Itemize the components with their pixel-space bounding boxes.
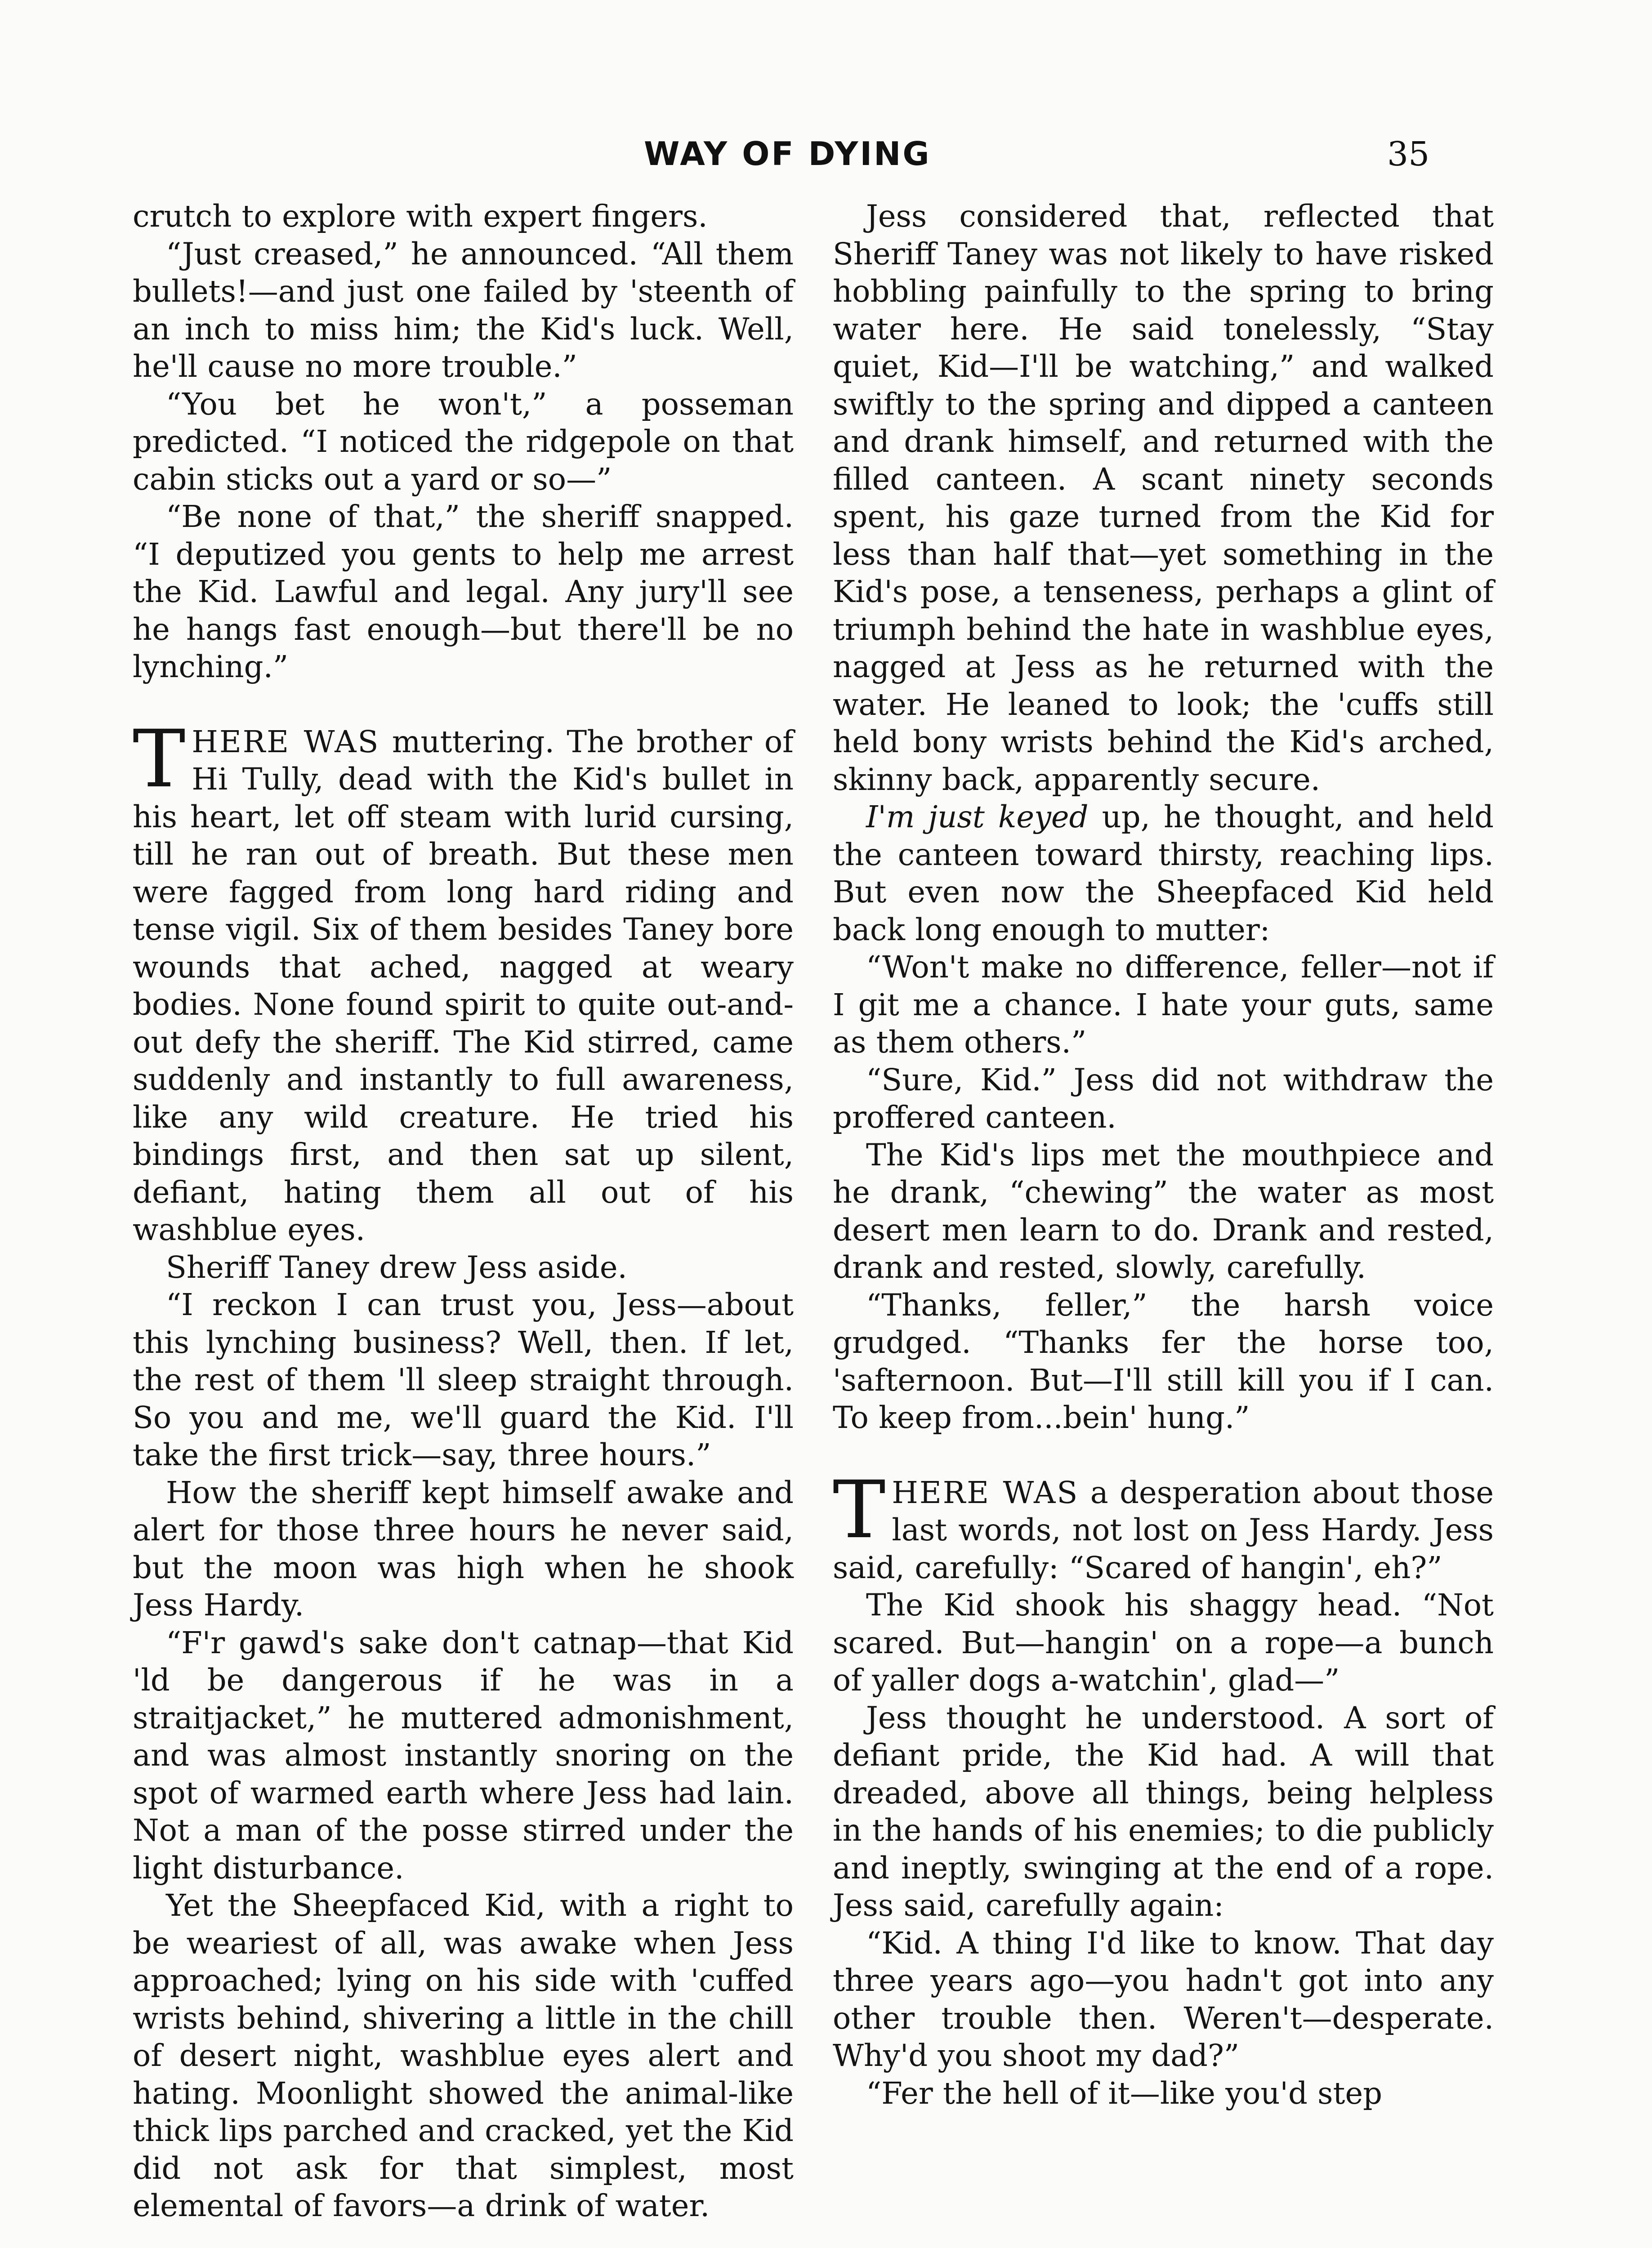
running-title: WAY OF DYING — [644, 135, 931, 173]
paragraph — [833, 798, 1494, 949]
paragraph: The Kid shook his shaggy head. “Not scared. But—hangin' on a rope—a bunch of yaller dogs a-watchin', glad—” — [833, 1588, 1494, 1698]
section-opening-paragraph — [133, 713, 794, 1249]
section-lead-caps: HERE WAS — [192, 724, 380, 759]
paragraph: “Just creased,” he announced. “All them bullets!—and just one failed by 'steenth of an inch to miss him; the Kid's luck. Well, he'll cause no more trouble.” — [133, 236, 794, 384]
section-text: a desperation about those last words, not lost on Jess Hardy. Jess said, carefully: “Scared of hangin', eh?” — [833, 1475, 1494, 1585]
italic-thought: I'm just keyed — [866, 799, 1089, 834]
paragraph: “You bet he won't,” a posseman predicted. “I noticed the ridgepole on that cabin sticks out a yard or so—” — [133, 386, 794, 497]
paragraph: “I reckon I can trust you, Jess—about this lynching business? Well, then. If let, the rest of them 'll sleep straight through. So you and me, we'll guard the Kid. I'll take the first trick—say, three hours.” — [133, 1287, 794, 1472]
paragraph: The Kid's lips met the mouthpiece and he drank, “chewing” the water as most desert men learn to do. Drank and rested, drank and rested, slowly, carefully. — [833, 1137, 1494, 1285]
paragraph: Jess thought he understood. A sort of defiant pride, the Kid had. A will that dreaded, above all things, being helpless in the hands of his enemies; to die publicly and ineptly, swinging at the end of a rope. Jess said, carefully again: — [833, 1700, 1494, 1923]
paragraph: “Won't make no difference, feller—not if I git me a chance. I hate your guts, same as them others.” — [833, 950, 1494, 1060]
drop-cap: T — [833, 1463, 886, 1556]
paragraph: Yet the Sheepfaced Kid, with a right to be weariest of all, was awake when Jess approached; lying on his side with 'cuffed wrists behind, shivering a little in the chill of desert night, washblue eyes alert and hating. Moonlight showed the animal-like thick lips parched and cracked, yet the Kid did not ask for that simplest, most elemental of favors—a drink of water. — [133, 1888, 794, 2223]
section-lead-caps: HERE WAS — [892, 1475, 1079, 1510]
right-column — [833, 198, 1494, 2112]
paragraph: “F'r gawd's sake don't catnap—that Kid 'ld be dangerous if he was in a straitjacket,” he muttered admonishment, and was almost instantly snoring on the spot of warmed earth where Jess had lain. Not a man of the posse stirred under the light disturbance. — [133, 1625, 794, 1886]
paragraph-text: up, he thought, and held the canteen toward thirsty, reaching lips. But even now the Sheepfaced Kid held back long enough to mutter: — [833, 799, 1494, 947]
paragraph: “Thanks, feller,” the harsh voice grudged. “Thanks fer the horse too, 'safternoon. But—I'll still kill you if I can. To keep from...bein' hung.” — [833, 1287, 1494, 1435]
page-header — [0, 135, 1652, 193]
left-column — [133, 198, 794, 2225]
paragraph: “Sure, Kid.” Jess did not withdraw the proffered canteen. — [833, 1062, 1494, 1135]
paragraph: Jess considered that, reflected that Sheriff Taney was not likely to have risked hobbling painfully to the spring to bring water here. He said tonelessly, “Stay quiet, Kid—I'll be watching,” and walked swiftly to the spring and dipped a canteen and drank himself, and returned with the filled canteen. A scant ninety seconds spent, his gaze turned from the Kid for less than half that—yet something in the Kid's pose, a tenseness, perhaps a glint of triumph behind the hate in washblue eyes, nagged at Jess as he returned with the water. He leaned to look; the 'cuffs still held bony wrists behind the Kid's arched, skinny back, apparently secure. — [833, 199, 1494, 797]
drop-cap: T — [133, 713, 186, 805]
page-number: 35 — [1387, 135, 1430, 174]
paragraph: Sheriff Taney drew Jess aside. — [166, 1249, 627, 1285]
paragraph: How the sheriff kept himself awake and alert for those three hours he never said, but the moon was high when he shook Jess Hardy. — [133, 1475, 794, 1623]
section-text: muttering. The brother of Hi Tully, dead with the Kid's bullet in his heart, let off steam with lurid cursing, till he ran out of breath. But these men were fagged from long hard riding and tense vigil. Six of them besides Taney bore wounds that ached, nagged at weary bodies. None found spirit to quite out-and-out defy the sheriff. The Kid stirred, came suddenly and instantly to full awareness, like any wild creature. He tried his bindings first, and then sat up silent, defiant, hating them all out of his washblue eyes. — [133, 724, 794, 1247]
paragraph: crutch to explore with expert fingers. — [133, 199, 708, 234]
section-opening-paragraph — [833, 1463, 1494, 1587]
paragraph: “Be none of that,” the sheriff snapped. “I deputized you gents to help me arrest the Kid. Lawful and legal. Any jury'll see he hangs fast enough—but there'll be no lynching.” — [133, 499, 794, 684]
paragraph: “Kid. A thing I'd like to know. That day three years ago—you hadn't got into any other trouble then. Weren't—desperate. Why'd you shoot my dad?” — [833, 1925, 1494, 2073]
paragraph: “Fer the hell of it—like you'd step — [866, 2075, 1383, 2111]
